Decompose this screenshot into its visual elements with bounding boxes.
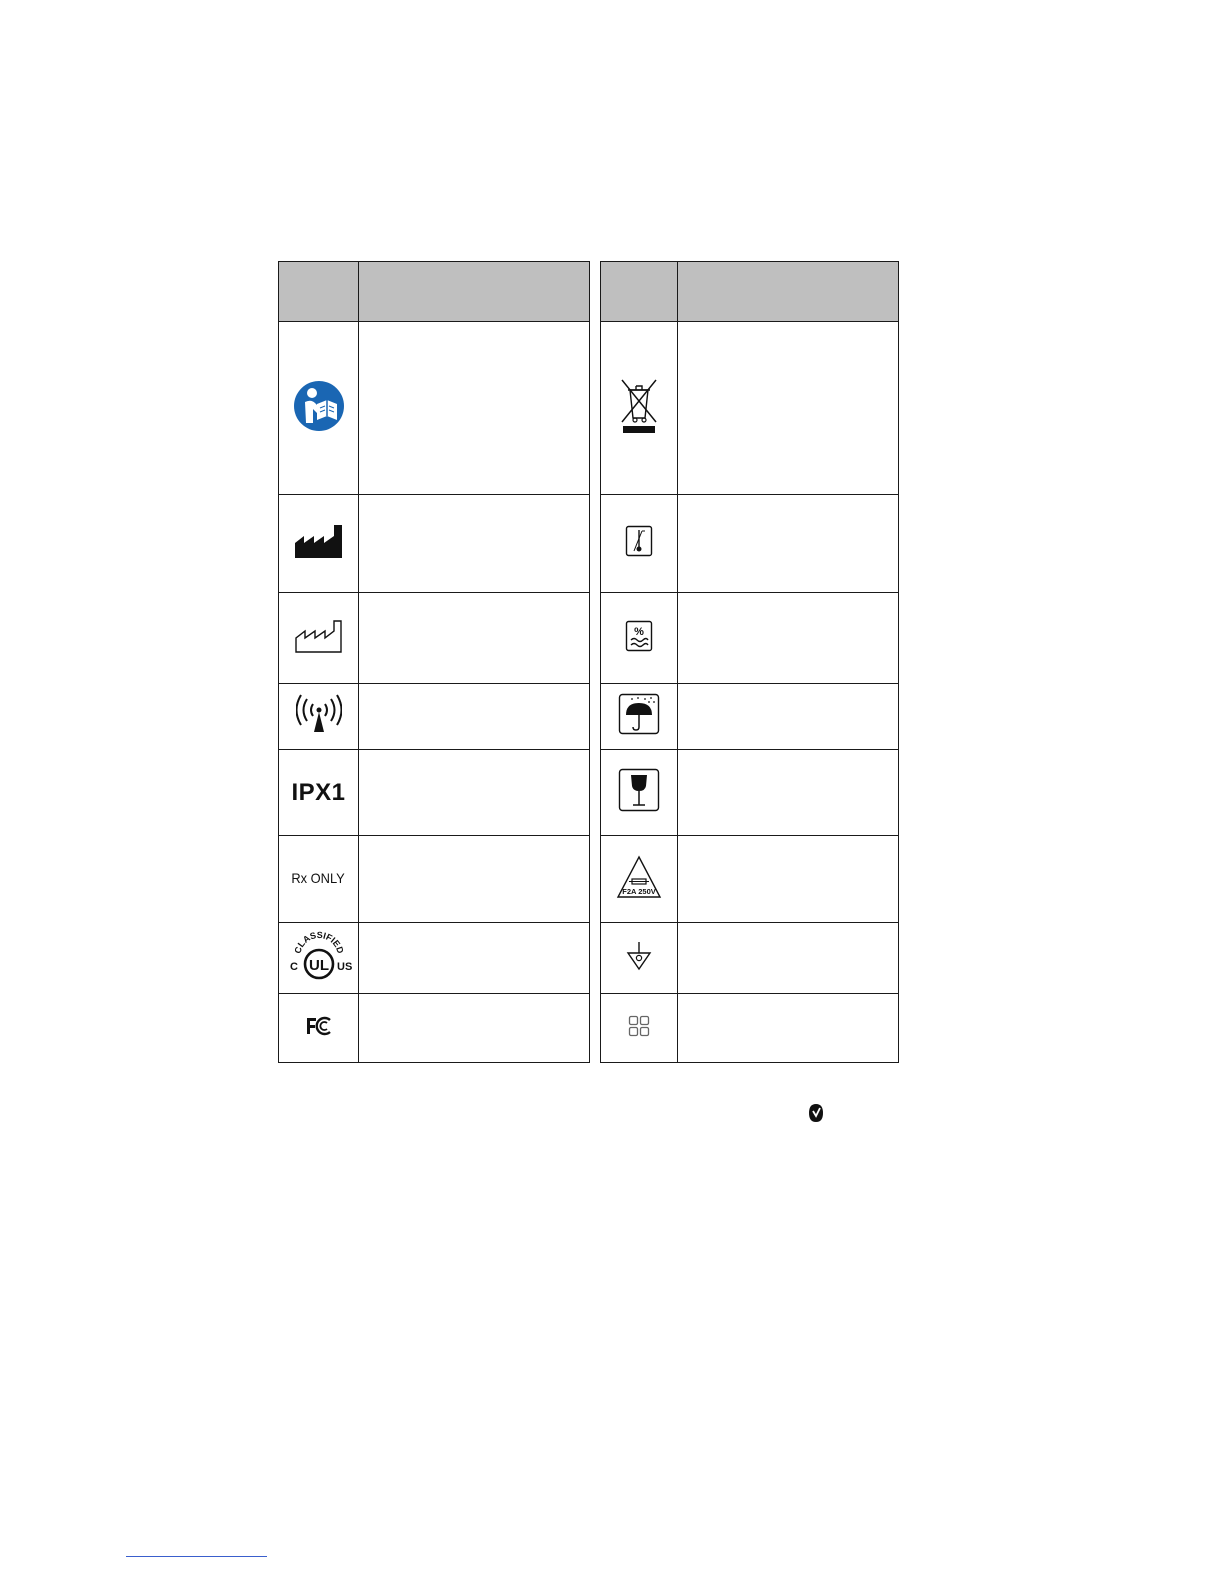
table-row — [279, 923, 590, 994]
table-row — [279, 684, 590, 750]
symbol-cell — [601, 684, 678, 750]
humidity-limit-icon — [625, 620, 653, 652]
symbol-cell — [601, 593, 678, 684]
symbol-cell — [279, 994, 359, 1063]
svg-text:CLASSIFIED — [292, 931, 345, 955]
table-row — [601, 923, 899, 994]
rx-only-label: Rx ONLY — [291, 870, 346, 886]
header-description-cell — [678, 262, 899, 322]
description-cell — [359, 750, 590, 836]
fcc-icon — [305, 1016, 333, 1036]
read-instructions-icon — [293, 380, 345, 432]
table-header-row — [279, 262, 590, 322]
package-contents-icon — [628, 1015, 650, 1037]
fragile-icon — [618, 768, 660, 812]
ul-center-text: UL — [308, 956, 329, 974]
description-cell — [678, 593, 899, 684]
table-row — [601, 836, 899, 923]
table-header-row — [601, 262, 899, 322]
fuse-rating-text: F2A 250V — [622, 886, 656, 896]
fuse-icon — [616, 855, 662, 899]
table-row — [279, 994, 590, 1063]
description-cell — [359, 994, 590, 1063]
header-description-cell — [359, 262, 590, 322]
symbol-cell — [601, 750, 678, 836]
description-cell — [359, 836, 590, 923]
description-cell — [359, 593, 590, 684]
table-row — [279, 593, 590, 684]
description-cell — [359, 495, 590, 593]
symbol-cell — [601, 495, 678, 593]
description-cell — [359, 322, 590, 495]
symbol-cell — [279, 836, 359, 923]
description-cell — [678, 923, 899, 994]
weee-crossed-bin-icon — [618, 376, 660, 436]
keep-dry-icon — [618, 693, 660, 735]
table-row — [601, 593, 899, 684]
manufacturer-icon — [294, 523, 344, 559]
description-cell — [678, 836, 899, 923]
table-row — [279, 750, 590, 836]
description-cell — [359, 923, 590, 994]
description-cell — [678, 322, 899, 495]
table-row — [601, 495, 899, 593]
symbol-cell — [279, 322, 359, 495]
date-of-manufacture-icon — [294, 618, 344, 654]
symbol-cell — [279, 923, 359, 994]
footer-link-underline — [126, 1556, 267, 1557]
description-cell — [678, 495, 899, 593]
table-row — [601, 684, 899, 750]
symbol-cell — [601, 994, 678, 1063]
symbols-table-left — [278, 261, 590, 1063]
table-row — [601, 994, 899, 1063]
table-row — [279, 836, 590, 923]
ul-right-text: US — [336, 960, 352, 973]
description-cell — [359, 684, 590, 750]
symbol-cell — [601, 923, 678, 994]
equipotential-icon — [624, 941, 654, 971]
ipx1-label: IPX1 — [291, 778, 346, 806]
ul-classified-text: CLASSIFIED — [291, 930, 346, 955]
svg-text:%: % — [634, 625, 644, 638]
symbols-table-right — [600, 261, 899, 1063]
brand-mark-icon — [808, 1103, 824, 1123]
table-row — [279, 495, 590, 593]
symbol-cell — [601, 836, 678, 923]
description-cell — [678, 994, 899, 1063]
ul-classified-icon — [286, 931, 352, 981]
symbol-cell — [279, 684, 359, 750]
header-symbol-cell — [601, 262, 678, 322]
header-symbol-cell — [279, 262, 359, 322]
description-cell — [678, 750, 899, 836]
symbol-cell — [279, 495, 359, 593]
symbol-cell — [279, 593, 359, 684]
non-ionizing-radiation-icon — [296, 694, 342, 734]
table-row — [279, 322, 590, 495]
ul-left-text: C — [289, 960, 298, 973]
temperature-limit-icon — [625, 525, 653, 557]
description-cell — [678, 684, 899, 750]
symbol-cell — [601, 322, 678, 495]
symbol-cell — [279, 750, 359, 836]
table-row — [601, 322, 899, 495]
table-row — [601, 750, 899, 836]
